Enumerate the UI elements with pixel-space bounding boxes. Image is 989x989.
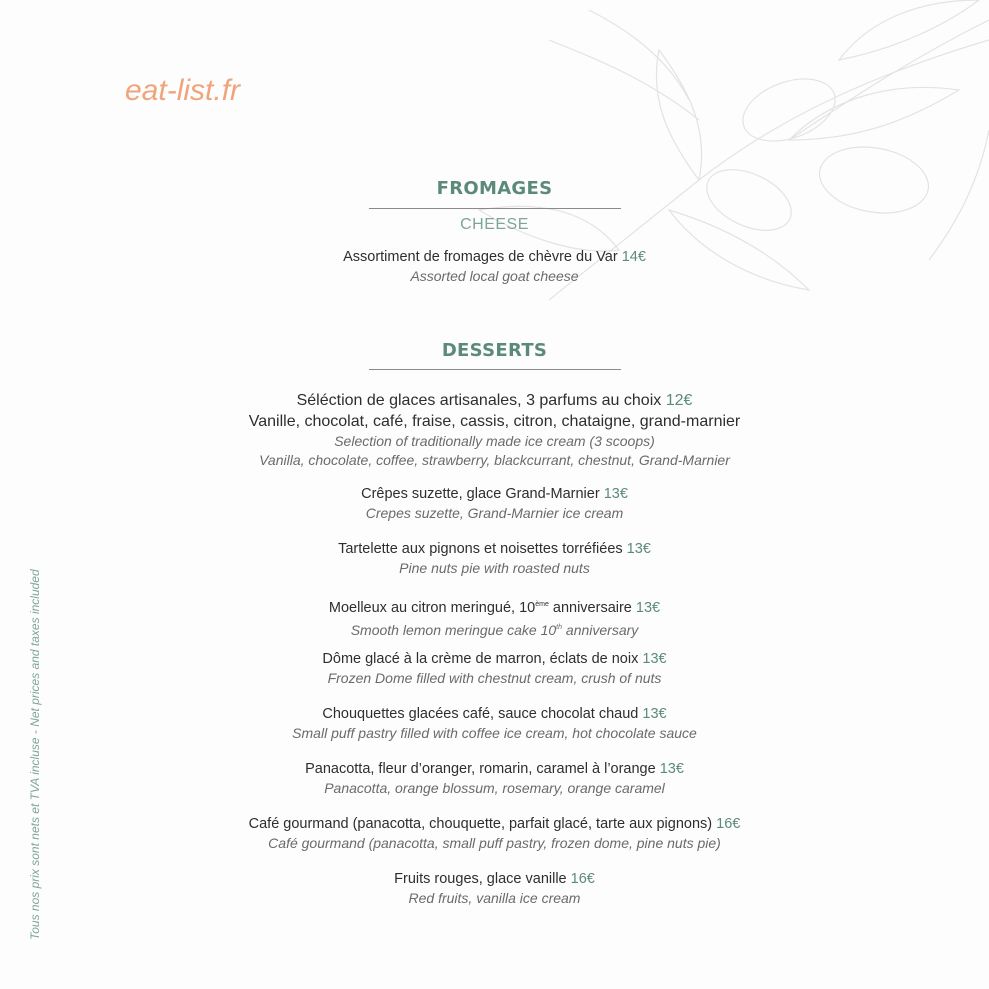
fromages-heading: FROMAGES bbox=[436, 178, 553, 199]
item-name: Dôme glacé à la crème de marron, éclats de noix bbox=[322, 651, 639, 667]
item-french bbox=[0, 390, 989, 411]
item-price: 14€ bbox=[621, 249, 646, 265]
price-note: Tous nos prix sont nets et TVA incluse - Net prices and taxes included bbox=[28, 569, 42, 940]
item-name: Panacotta, fleur d’oranger, romarin, caramel à l’orange bbox=[305, 761, 656, 777]
desserts-divider bbox=[369, 369, 621, 370]
item-english: Smooth lemon meringue cake 10th anniversary bbox=[350, 622, 639, 638]
item-english: Panacotta, orange blossum, rosemary, orange caramel bbox=[324, 780, 665, 796]
menu-item-cafe-gourmand bbox=[0, 815, 989, 853]
fromages-divider bbox=[369, 208, 621, 209]
item-english: Pine nuts pie with roasted nuts bbox=[399, 560, 590, 576]
desserts-heading: DESSERTS bbox=[441, 340, 548, 361]
item-english: Café gourmand (panacotta, small puff pastry, frozen dome, pine nuts pie) bbox=[268, 835, 721, 851]
item-price: 16€ bbox=[716, 816, 741, 832]
item-flavours: Vanille, chocolat, café, fraise, cassis, citron, chataigne, grand-marnier bbox=[248, 413, 741, 430]
item-name: Moelleux au citron meringué, 10ème anniversaire bbox=[328, 600, 632, 616]
item-price: 13€ bbox=[626, 541, 651, 557]
item-english: Frozen Dome filled with chestnut cream, crush of nuts bbox=[327, 670, 662, 686]
item-name: Fruits rouges, glace vanille bbox=[394, 871, 567, 887]
item-french bbox=[0, 870, 989, 889]
item-french bbox=[0, 760, 989, 779]
item-french bbox=[0, 705, 989, 724]
item-name: Assortiment de fromages de chèvre du Var bbox=[343, 249, 618, 265]
cheese-subheading: CHEESE bbox=[460, 216, 529, 233]
item-name: Chouquettes glacées café, sauce chocolat chaud bbox=[322, 706, 639, 722]
item-english: Selection of traditionally made ice cream (3 scoops) bbox=[334, 433, 655, 449]
menu-item-panacotta bbox=[0, 760, 989, 798]
item-english-flavours: Vanilla, chocolate, coffee, strawberry, blackcurrant, chestnut, Grand-Marnier bbox=[259, 452, 730, 468]
menu-item-crepes bbox=[0, 485, 989, 523]
menu-item-dome bbox=[0, 650, 989, 688]
item-name: Crêpes suzette, glace Grand-Marnier bbox=[361, 486, 600, 502]
item-price: 13€ bbox=[659, 761, 684, 777]
item-english: Small puff pastry filled with coffee ice cream, hot chocolate sauce bbox=[292, 725, 697, 741]
item-price: 13€ bbox=[603, 486, 628, 502]
item-english: Crepes suzette, Grand-Marnier ice cream bbox=[365, 505, 624, 521]
menu-item-glaces bbox=[0, 390, 989, 470]
item-french bbox=[0, 815, 989, 834]
menu-item-tartelette bbox=[0, 540, 989, 578]
item-name: Tartelette aux pignons et noisettes torréfiées bbox=[338, 541, 623, 557]
item-french bbox=[0, 540, 989, 559]
item-english: Assorted local goat cheese bbox=[410, 268, 579, 284]
item-price: 13€ bbox=[635, 600, 661, 616]
menu-item-fromages bbox=[0, 248, 989, 286]
item-price: 12€ bbox=[665, 392, 693, 409]
item-english: Red fruits, vanilla ice cream bbox=[408, 890, 581, 906]
item-name: Café gourmand (panacotta, chouquette, parfait glacé, tarte aux pignons) bbox=[248, 816, 713, 832]
item-french bbox=[0, 650, 989, 669]
menu-item-moelleux bbox=[0, 595, 989, 640]
item-name: Séléction de glaces artisanales, 3 parfums au choix bbox=[296, 392, 662, 409]
item-price: 13€ bbox=[642, 706, 667, 722]
item-french bbox=[0, 485, 989, 504]
item-french bbox=[0, 248, 989, 267]
item-price: 13€ bbox=[642, 651, 667, 667]
menu-item-fruits-rouges bbox=[0, 870, 989, 908]
menu-item-chouquettes bbox=[0, 705, 989, 743]
watermark: eat-list.fr bbox=[125, 74, 241, 107]
item-price: 16€ bbox=[570, 871, 595, 887]
item-french bbox=[0, 595, 989, 618]
